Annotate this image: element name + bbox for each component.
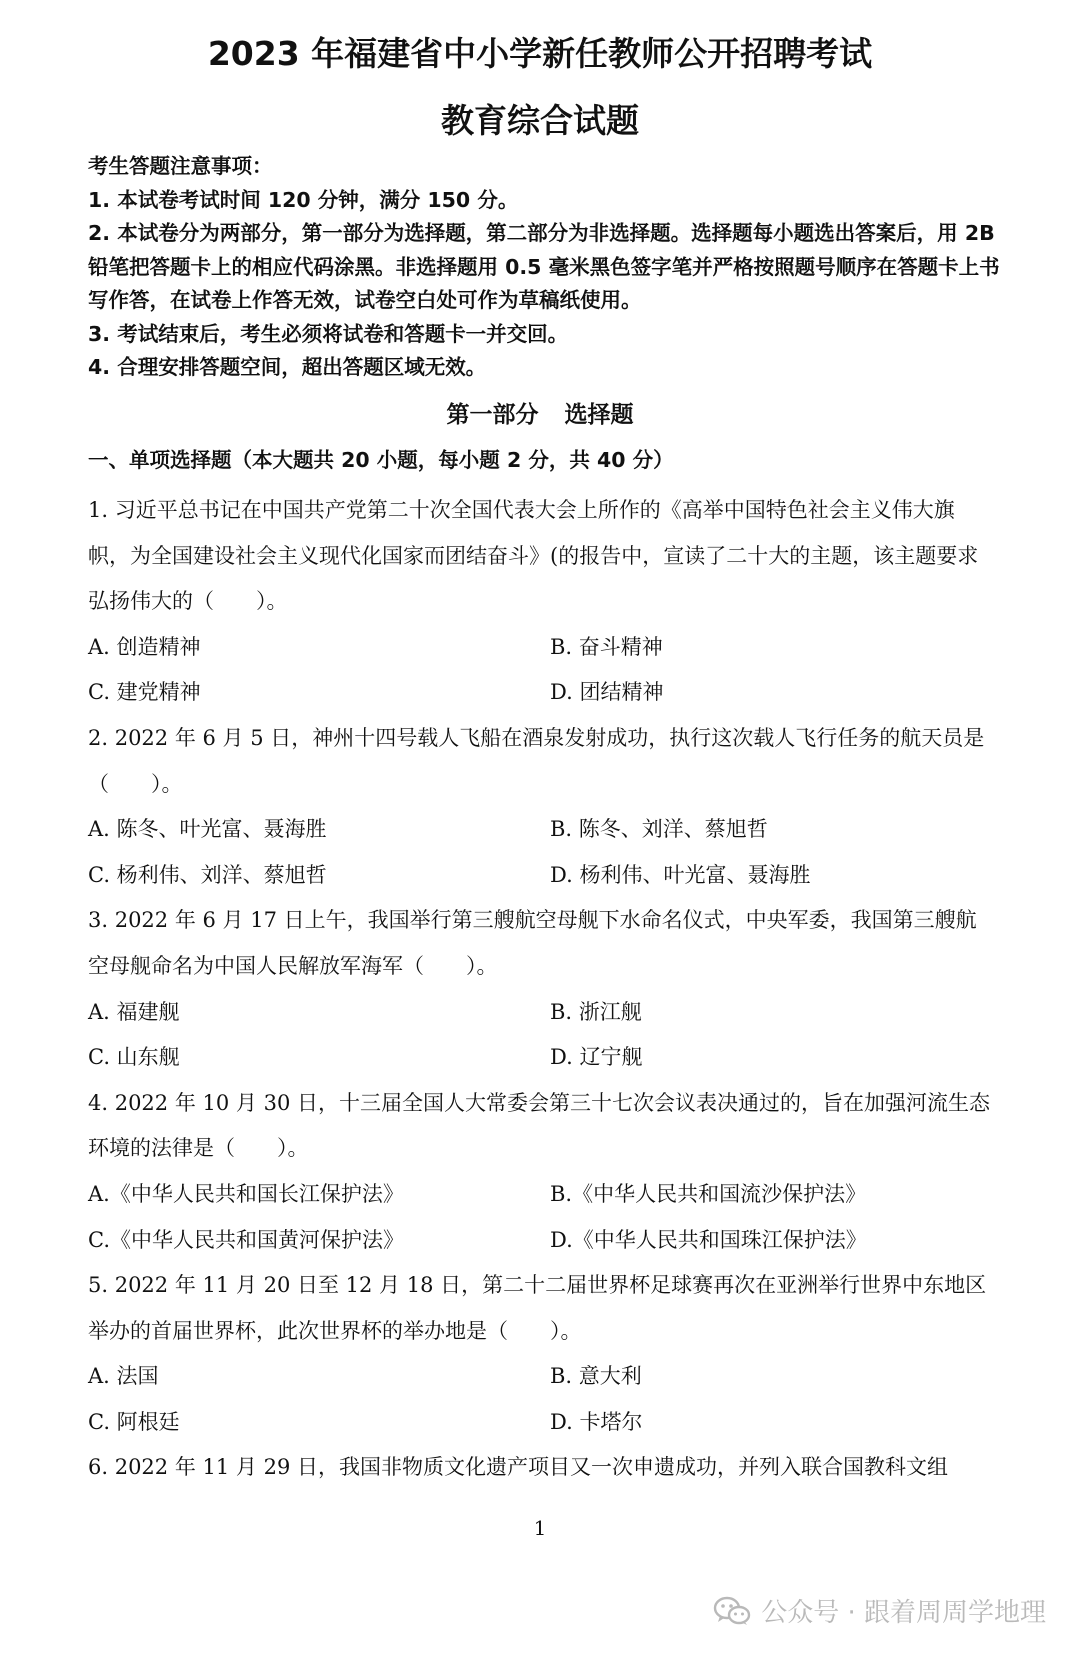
notice-item: 1. 本试卷考试时间 120 分钟，满分 150 分。 (88, 187, 519, 212)
section-title: 一、单项选择题（本大题共 20 小题，每小题 2 分，共 40 分） (88, 448, 674, 472)
question (88, 1263, 993, 1445)
option: C. 阿根廷 (88, 1409, 180, 1434)
question-stem: 2. 2022 年 6 月 5 日，神州十四号载人飞船在酒泉发射成功，执行这次载人飞行任务的航天员是（ ）。 (88, 725, 985, 796)
option-grid (88, 625, 993, 716)
notice-item: 3. 考试结束后，考生必须将试卷和答题卡一并交回。 (88, 321, 569, 346)
watermark (713, 1592, 1046, 1629)
question-stem: 5. 2022 年 11 月 20 日至 12 月 18 日，第二十二届世界杯足球赛再次在亚洲举行世界中东地区举办的首届世界杯，此次世界杯的举办地是（ ）。 (88, 1273, 987, 1343)
exam-title: 2023 年福建省中小学新任教师公开招聘考试 (207, 34, 873, 73)
question (88, 488, 993, 716)
notice-item: 4. 合理安排答题空间，超出答题区域无效。 (88, 355, 487, 379)
option: A. 创造精神 (88, 634, 201, 659)
option: D. 团结精神 (550, 680, 664, 705)
watermark-text: 公众号 · 跟着周周学地理 (761, 1598, 1046, 1628)
option: C. 杨利伟、刘洋、蔡旭哲 (88, 862, 327, 887)
option: B. 奋斗精神 (550, 634, 663, 659)
option: C. 山东舰 (88, 1045, 180, 1070)
option: C.《中华人民共和国黄河保护法》 (88, 1227, 404, 1252)
question-stem: 6. 2022 年 11 月 29 日，我国非物质文化遗产项目又一次申遗成功，并列入联合国教科文组 (88, 1455, 948, 1480)
question-stem: 4. 2022 年 10 月 30 日，十三届全国人大常委会第三十七次会议表决通过的，旨在加强河流生态环境的法律是（ ）。 (88, 1090, 990, 1161)
question (88, 1445, 993, 1491)
question-list (88, 488, 993, 1491)
notice-item: 2. 本试卷分为两部分，第一部分为选择题，第二部分为非选择题。选择题每小题选出答案后，用 2B 铅笔把答题卡上的相应代码涂黑。非选择题用 0.5 毫米黑色签字笔并严格按照题号顺序在答题卡上书写作答，在试卷上作答无效，试卷空白处可作为草稿纸使用。 (88, 221, 1000, 312)
option: B. 意大利 (550, 1364, 642, 1389)
option: D. 辽宁舰 (550, 1045, 643, 1070)
option: D. 卡塔尔 (550, 1409, 643, 1434)
option-grid (88, 1172, 993, 1263)
notice-block (88, 150, 1000, 385)
option: A. 陈冬、叶光富、聂海胜 (88, 817, 327, 842)
option: B. 浙江舰 (550, 999, 642, 1024)
question (88, 1081, 993, 1263)
option: C. 建党精神 (88, 680, 201, 705)
option: D.《中华人民共和国珠江保护法》 (550, 1227, 867, 1252)
question (88, 716, 993, 898)
exam-subtitle: 教育综合试题 (441, 101, 639, 140)
option: D. 杨利伟、叶光富、聂海胜 (550, 862, 811, 887)
notice-heading: 考生答题注意事项： (88, 154, 273, 178)
option-grid (88, 990, 993, 1081)
option: A. 法国 (88, 1364, 159, 1389)
wechat-icon (713, 1596, 751, 1626)
option: A. 福建舰 (88, 999, 180, 1024)
part-title: 第一部分 选择题 (446, 402, 634, 428)
question-stem: 3. 2022 年 6 月 17 日上午，我国举行第三艘航空母舰下水命名仪式，中央军委，我国第三艘航空母舰命名为中国人民解放军海军（ ）。 (88, 908, 977, 978)
page-number: 1 (533, 1516, 547, 1540)
option-grid (88, 807, 993, 898)
option: B.《中华人民共和国流沙保护法》 (550, 1181, 867, 1206)
question-stem: 1. 习近平总书记在中国共产党第二十次全国代表大会上所作的《高举中国特色社会主义伟大旗帜，为全国建设社会主义现代化国家而团结奋斗》(的报告中，宣读了二十大的主题，该主题要求弘扬伟大的（ ）。 (88, 498, 979, 614)
option: A.《中华人民共和国长江保护法》 (88, 1181, 404, 1206)
option: B. 陈冬、刘洋、蔡旭哲 (550, 817, 768, 842)
question (88, 898, 993, 1080)
option-grid (88, 1354, 993, 1445)
